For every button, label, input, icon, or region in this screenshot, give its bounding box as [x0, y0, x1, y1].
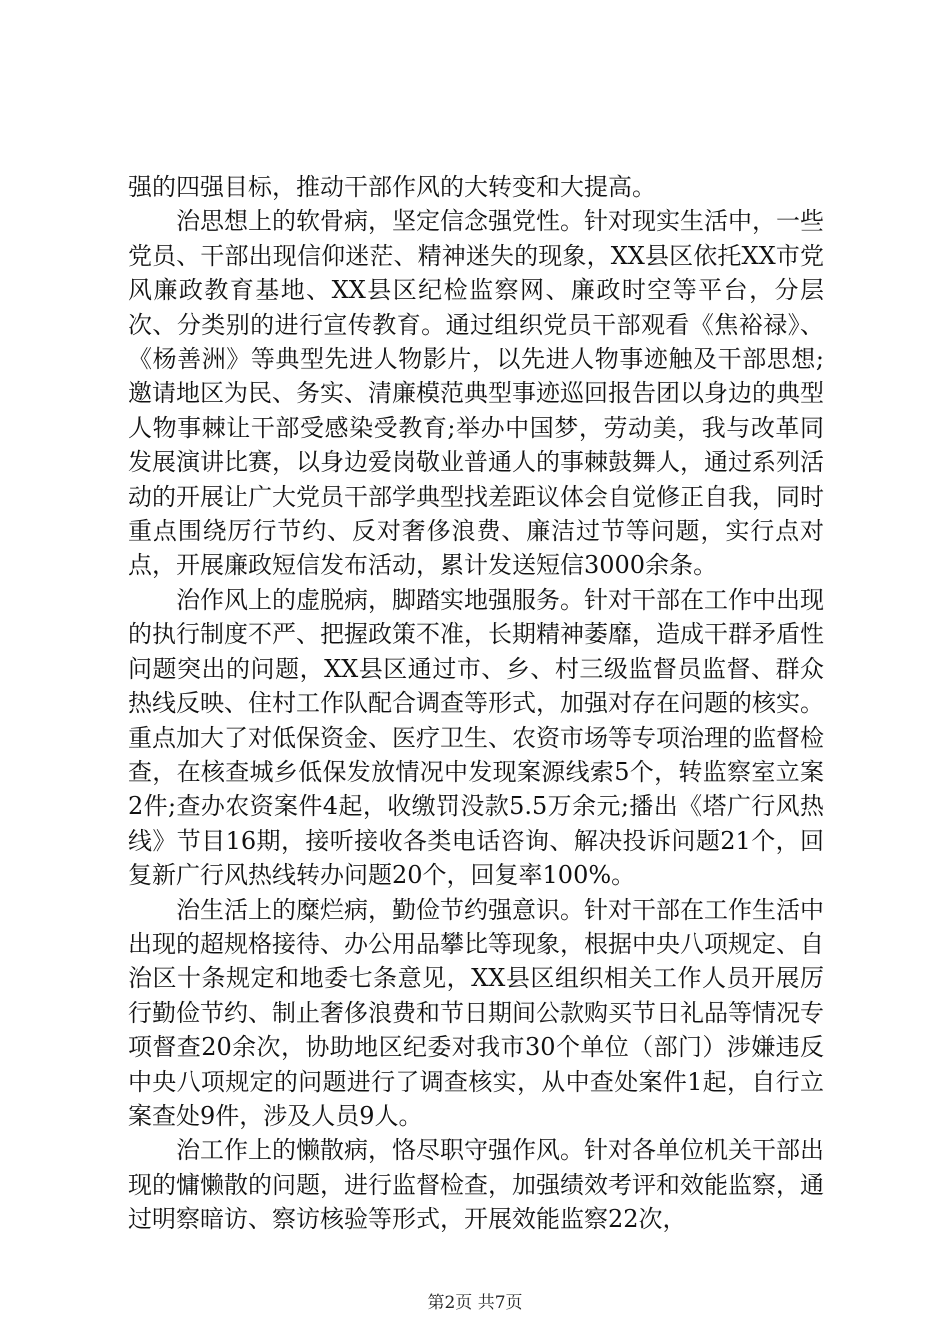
document-body	[128, 170, 824, 1237]
paragraph-frugality: 治生活上的糜烂病，勤俭节约强意识。针对干部在工作生活中出现的超规格接待、办公用品攀比等现象，根据中央八项规定、自治区十条规定和地委七条意见，XX县区组织相关工作人员开展厉行勤俭节约、制止奢侈浪费和节日期间公款购买节日礼品等情况专项督查20余次，协助地区纪委对我市30个单位（部门）涉嫌违反中央八项规定的问题进行了调查核实，从中查处案件1起，自行立案查处9件，涉及人员9人。	[128, 895, 824, 1130]
paragraph-diligence: 治工作上的懒散病，恪尽职守强作风。针对各单位机关干部出现的慵懒散的问题，进行监督检查，加强绩效考评和效能监察，通过明察暗访、察访核验等形式，开展效能监察22次，	[128, 1136, 824, 1234]
page-number-footer: 第2页 共7页	[427, 1293, 523, 1313]
paragraph-continuation: 强的四强目标，推动干部作风的大转变和大提高。	[128, 173, 656, 201]
paragraph-ideology: 治思想上的软骨病，坚定信念强党性。针对现实生活中，一些党员、干部出现信仰迷茫、精神迷失的现象，XX县区依托XX市党风廉政教育基地、XX县区纪检监察网、廉政时空等平台，分层次、分类别的进行宣传教育。通过组织党员干部观看《焦裕禄》、《杨善洲》等典型先进人物影片，以先进人物事迹触及干部思想;邀请地区为民、务实、清廉模范典型事迹巡回报告团以身边的典型人物事棘让干部受感染受教育;举办中国梦，劳动美，我与改革同发展演讲比赛，以身边爱岗敬业普通人的事棘鼓舞人，通过系列活动的开展让广大党员干部学典型找差距议体会自觉修正自我，同时重点围绕厉行节约、反对奢侈浪费、廉洁过节等问题，实行点对点，开展廉政短信发布活动，累计发送短信3000余条。	[128, 207, 824, 580]
paragraph-work-style: 治作风上的虚脱病，脚踏实地强服务。针对干部在工作中出现的执行制度不严、把握政策不准，长期精神萎靡，造成干群矛盾性问题突出的问题，XX县区通过市、乡、村三级监督员监督、群众热线反映、住村工作队配合调查等形式，加强对存在问题的核实。重点加大了对低保资金、医疗卫生、农资市场等专项治理的监督检查，在核查城乡低保发放情况中发现案源线索5个，转监察室立案2件;查办农资案件4起，收缴罚没款5.5万余元;播出《塔广行风热线》节目16期，接听接收各类电话咨询、解决投诉问题21个，回复新广行风热线转办问题20个，回复率100%。	[128, 585, 824, 890]
